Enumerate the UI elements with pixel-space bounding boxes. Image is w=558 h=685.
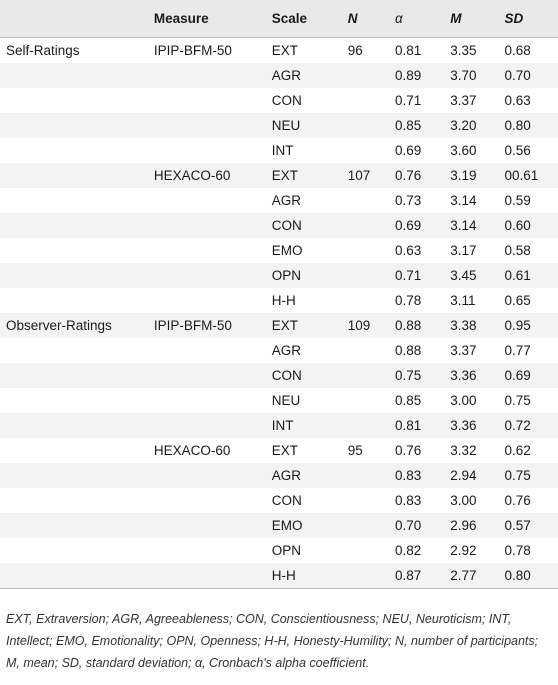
cell-measure — [154, 263, 272, 288]
cell-mean: 3.00 — [450, 392, 477, 408]
cell-n — [348, 138, 395, 163]
cell-sd: 0.61 — [504, 267, 531, 283]
cell-scale: EXT — [271, 442, 299, 458]
cell-mean: 3.70 — [450, 67, 477, 83]
cell-scale: EXT — [271, 317, 299, 333]
cell-measure: HEXACO-60 — [153, 442, 231, 458]
cell-mean: 3.17 — [450, 242, 477, 258]
cell-group — [0, 263, 154, 288]
cell-n — [348, 388, 395, 413]
table-header — [0, 0, 558, 38]
cell-scale: AGR — [271, 467, 302, 483]
cell-alpha: 0.81 — [395, 42, 422, 58]
cell-alpha: 0.87 — [395, 563, 450, 589]
cell-scale: EXT — [271, 167, 299, 183]
cell-alpha: 0.85 — [395, 117, 422, 133]
cell-mean: 2.94 — [450, 467, 477, 483]
cell-alpha: 0.71 — [395, 92, 422, 108]
cell-group — [0, 63, 154, 88]
cell-n — [348, 488, 395, 513]
cell-measure — [154, 538, 272, 563]
cell-measure — [154, 363, 272, 388]
cell-scale: H-H — [272, 563, 348, 589]
cell-group — [0, 388, 154, 413]
cell-scale: AGR — [271, 342, 302, 358]
cell-mean: 3.38 — [450, 317, 477, 333]
cell-sd: 0.65 — [504, 292, 531, 308]
cell-sd: 0.76 — [504, 492, 531, 508]
cell-sd: 0.80 — [504, 117, 531, 133]
cell-mean: 3.45 — [450, 267, 477, 283]
cell-scale: H-H — [271, 292, 296, 308]
cell-sd: 0.68 — [504, 42, 531, 58]
cell-scale: OPN — [271, 542, 302, 558]
table-row — [0, 113, 558, 138]
cell-measure — [154, 563, 272, 589]
cell-mean: 3.36 — [450, 367, 477, 383]
cell-sd: 0.59 — [504, 192, 531, 208]
cell-measure — [154, 238, 272, 263]
cell-scale: CON — [271, 92, 302, 108]
cell-mean: 2.96 — [450, 517, 477, 533]
cell-sd: 0.75 — [504, 467, 531, 483]
cell-n — [348, 463, 395, 488]
header-group — [0, 0, 154, 38]
cell-mean: 3.32 — [450, 442, 477, 458]
cell-n — [348, 413, 395, 438]
cell-n: 96 — [347, 42, 363, 58]
cell-measure — [154, 488, 272, 513]
cell-alpha: 0.75 — [395, 367, 422, 383]
table-row — [0, 563, 558, 589]
cell-alpha: 0.89 — [395, 67, 422, 83]
cell-measure — [154, 388, 272, 413]
cell-measure — [154, 213, 272, 238]
cell-group — [0, 88, 154, 113]
cell-scale: CON — [271, 367, 302, 383]
table-row — [0, 38, 558, 64]
cell-group — [0, 438, 154, 463]
cell-measure: HEXACO-60 — [153, 167, 231, 183]
header-row — [0, 0, 558, 38]
header-n: N — [348, 0, 395, 38]
cell-measure — [154, 63, 272, 88]
cell-group — [0, 138, 154, 163]
cell-alpha: 0.76 — [395, 167, 422, 183]
cell-group — [0, 513, 154, 538]
cell-sd: 0.77 — [504, 342, 531, 358]
cell-n: 95 — [347, 442, 363, 458]
cell-measure — [154, 138, 272, 163]
cell-sd: 0.78 — [504, 542, 531, 558]
cell-scale: EMO — [271, 242, 303, 258]
cell-alpha: 0.70 — [395, 517, 422, 533]
cell-n — [348, 188, 395, 213]
table-row — [0, 538, 558, 563]
cell-measure — [154, 513, 272, 538]
cell-n — [348, 88, 395, 113]
cell-n — [348, 563, 395, 589]
cell-alpha: 0.82 — [395, 542, 422, 558]
cell-group — [0, 338, 154, 363]
cell-n — [348, 513, 395, 538]
cell-sd: 0.57 — [504, 517, 531, 533]
cell-measure — [154, 113, 272, 138]
table-row — [0, 138, 558, 163]
cell-alpha: 0.69 — [395, 217, 422, 233]
cell-measure — [154, 463, 272, 488]
table-row — [0, 263, 558, 288]
cell-scale: NEU — [271, 117, 301, 133]
cell-mean: 3.37 — [450, 342, 477, 358]
table-row — [0, 188, 558, 213]
cell-scale: OPN — [271, 267, 302, 283]
cell-scale: AGR — [271, 192, 302, 208]
cell-group — [0, 188, 154, 213]
cell-alpha: 0.69 — [395, 142, 422, 158]
cell-measure — [154, 288, 272, 313]
table-row — [0, 88, 558, 113]
table-row — [0, 238, 558, 263]
cell-n — [348, 338, 395, 363]
cell-group — [0, 163, 154, 188]
cell-alpha: 0.71 — [395, 267, 422, 283]
cell-measure: IPIP-BFM-50 — [153, 317, 232, 333]
cell-scale: CON — [271, 217, 302, 233]
cell-group — [0, 563, 154, 589]
table-row — [0, 388, 558, 413]
cell-n: 107 — [347, 167, 371, 183]
cell-mean: 3.14 — [450, 192, 477, 208]
cell-group: Observer-Ratings — [6, 317, 112, 333]
cell-mean: 2.92 — [450, 542, 477, 558]
table-row — [0, 313, 558, 338]
table-row — [0, 63, 558, 88]
cell-n — [348, 63, 395, 88]
cell-group — [0, 363, 154, 388]
header-alpha: α — [395, 0, 450, 38]
cell-mean: 3.00 — [450, 492, 477, 508]
cell-alpha: 0.83 — [395, 467, 422, 483]
cell-measure — [154, 413, 272, 438]
cell-scale: EMO — [271, 517, 303, 533]
table-row — [0, 163, 558, 188]
header-scale: Scale — [272, 0, 348, 38]
cell-scale: NEU — [271, 392, 301, 408]
cell-sd: 0.70 — [504, 67, 531, 83]
table-row — [0, 413, 558, 438]
cell-mean: 3.60 — [450, 142, 477, 158]
cell-group: Self-Ratings — [6, 42, 80, 58]
table-row — [0, 463, 558, 488]
cell-mean: 3.35 — [450, 42, 477, 58]
cell-sd: 0.80 — [504, 563, 558, 589]
cell-measure — [154, 188, 272, 213]
cell-scale: INT — [271, 142, 294, 158]
cell-n — [348, 238, 395, 263]
cell-sd: 00.61 — [504, 167, 539, 183]
cell-sd: 0.60 — [504, 217, 531, 233]
table-row — [0, 513, 558, 538]
header-sd: SD — [504, 0, 558, 38]
cell-alpha: 0.88 — [395, 317, 422, 333]
table-body — [0, 38, 558, 589]
cell-sd: 0.95 — [504, 317, 531, 333]
cell-group — [0, 113, 154, 138]
table-row — [0, 288, 558, 313]
cell-n — [348, 213, 395, 238]
cell-group — [0, 538, 154, 563]
table-footnote: EXT, Extraversion; AGR, Agreeableness; CON, Conscientiousness; NEU, Neuroticism; INT, Intellect; EMO, Emotionality; OPN, Openness; H-H, Honesty-Humility; N, number of participants; M, mean; SD, standard deviation; α, Cronbach's alpha coefficient. — [6, 612, 539, 670]
cell-alpha: 0.73 — [395, 192, 422, 208]
cell-alpha: 0.81 — [395, 417, 422, 433]
cell-alpha: 0.83 — [395, 492, 422, 508]
table-row — [0, 363, 558, 388]
cell-group — [0, 463, 154, 488]
cell-alpha: 0.76 — [395, 442, 422, 458]
cell-sd: 0.62 — [504, 442, 531, 458]
cell-group — [0, 488, 154, 513]
header-mean: M — [450, 0, 504, 38]
cell-n — [348, 363, 395, 388]
cell-alpha: 0.78 — [395, 292, 422, 308]
cell-sd: 0.69 — [504, 367, 531, 383]
cell-sd: 0.63 — [504, 92, 531, 108]
cell-group — [0, 238, 154, 263]
cell-measure: IPIP-BFM-50 — [153, 42, 232, 58]
cell-scale: CON — [271, 492, 302, 508]
cell-mean: 3.14 — [450, 217, 477, 233]
cell-n — [348, 263, 395, 288]
table-row — [0, 488, 558, 513]
cell-mean: 3.37 — [450, 92, 477, 108]
cell-n — [348, 538, 395, 563]
cell-sd: 0.56 — [504, 142, 531, 158]
cell-scale: AGR — [271, 67, 302, 83]
cell-group — [0, 288, 154, 313]
cell-alpha: 0.63 — [395, 242, 422, 258]
cell-mean: 3.36 — [450, 417, 477, 433]
table-row — [0, 213, 558, 238]
cell-alpha: 0.85 — [395, 392, 422, 408]
cell-sd: 0.58 — [504, 242, 531, 258]
cell-sd: 0.75 — [504, 392, 531, 408]
cell-mean: 2.77 — [450, 563, 504, 589]
cell-group — [0, 413, 154, 438]
cell-alpha: 0.88 — [395, 342, 422, 358]
cell-group — [0, 213, 154, 238]
cell-scale: EXT — [271, 42, 299, 58]
table-row — [0, 438, 558, 463]
cell-scale: INT — [271, 417, 294, 433]
cell-mean: 3.11 — [450, 292, 476, 308]
cell-n — [348, 288, 395, 313]
cell-mean: 3.20 — [450, 117, 477, 133]
cell-mean: 3.19 — [450, 167, 477, 183]
cell-measure — [154, 88, 272, 113]
cell-sd: 0.72 — [504, 417, 531, 433]
header-measure: Measure — [154, 0, 272, 38]
cell-n — [348, 113, 395, 138]
cell-n: 109 — [347, 317, 371, 333]
cell-measure — [154, 338, 272, 363]
table-row — [0, 338, 558, 363]
